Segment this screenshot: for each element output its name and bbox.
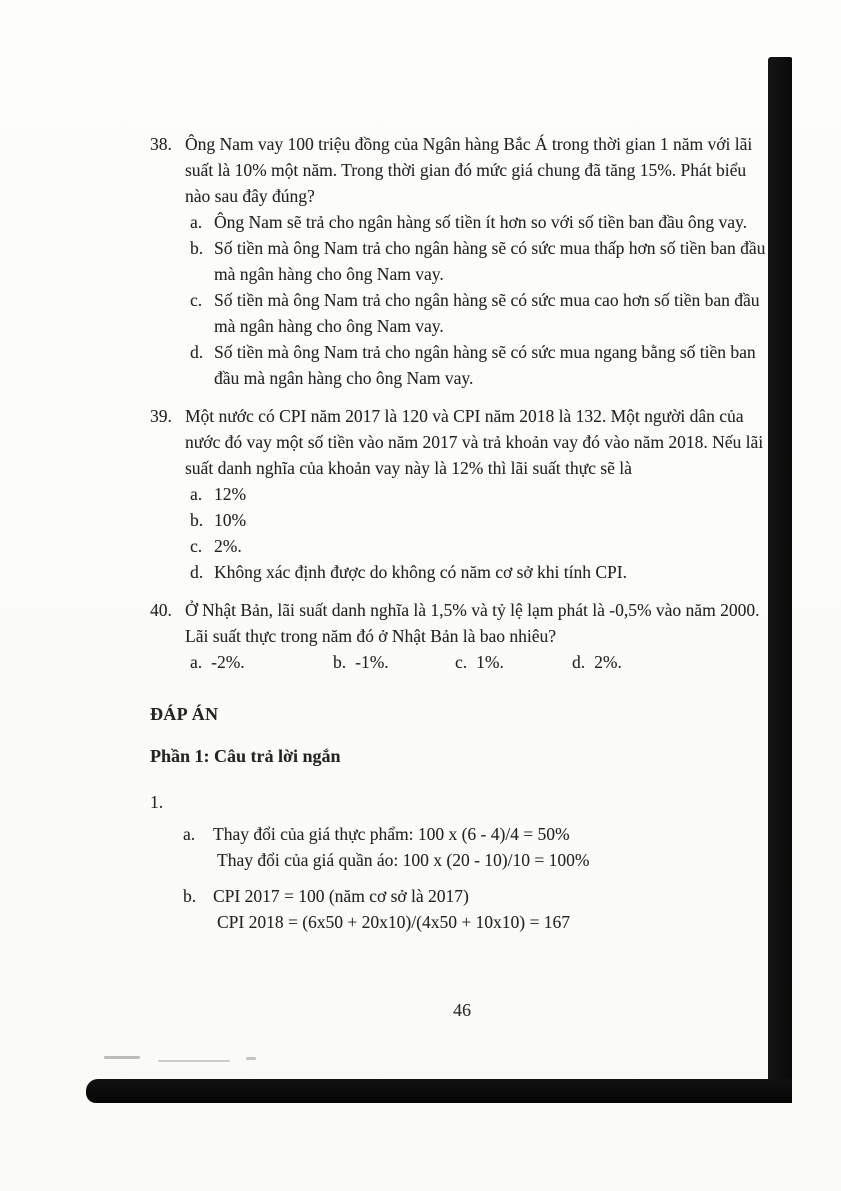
- question-38: [150, 131, 774, 391]
- option-label: a.: [190, 484, 203, 504]
- answer-line: Thay đổi của giá quần áo: 100 x (20 - 10)/10 = 100%: [217, 850, 590, 870]
- scan-smudge: [246, 1057, 256, 1060]
- question-40: [150, 597, 774, 675]
- answer-option: [190, 481, 774, 507]
- question-body: [185, 597, 774, 675]
- question-39: [150, 403, 774, 585]
- option-label: c.: [190, 290, 203, 310]
- part-1-heading: Phần 1: Câu trả lời ngắn: [150, 746, 341, 766]
- answer-option: [455, 649, 572, 675]
- answer-key-heading: ĐÁP ÁN: [150, 704, 219, 724]
- option-text: -1%.: [355, 652, 389, 672]
- option-text: 2%.: [594, 652, 622, 672]
- answer-option: [333, 649, 455, 675]
- answer-item-number: 1.: [150, 792, 164, 812]
- question-stem: Ở Nhật Bản, lãi suất danh nghĩa là 1,5% và tỷ lệ lạm phát là -0,5% vào năm 2000. Lãi suất thực trong năm đó ở Nhật Bản là bao nhiêu?: [185, 600, 760, 646]
- option-label: d.: [190, 342, 204, 362]
- answer-option: [190, 649, 333, 675]
- answer-option: [190, 287, 774, 339]
- option-label: d.: [190, 562, 204, 582]
- option-text: Ông Nam sẽ trả cho ngân hàng số tiền ít hơn so với số tiền ban đầu ông vay.: [214, 212, 748, 232]
- page-number: 46: [453, 1000, 471, 1020]
- page-content: [150, 131, 774, 935]
- answer-line: Thay đổi của giá thực phẩm: 100 x (6 - 4)/4 = 50%: [213, 824, 570, 844]
- question-body: [185, 403, 774, 585]
- answer-option: [190, 559, 774, 585]
- scan-edge-right: [768, 57, 792, 1103]
- answer-option: [572, 649, 622, 675]
- option-text: 10%: [214, 510, 247, 530]
- option-label: c.: [455, 652, 468, 672]
- answer-item-b: [183, 883, 774, 935]
- option-text: 2%.: [214, 536, 242, 556]
- option-text: 1%.: [476, 652, 504, 672]
- option-label: c.: [190, 536, 203, 556]
- answer-option: [190, 533, 774, 559]
- option-label: b.: [190, 238, 204, 258]
- answer-lines: [213, 883, 774, 935]
- option-label: b.: [190, 510, 204, 530]
- option-label: d.: [572, 652, 586, 672]
- option-label: b.: [333, 652, 347, 672]
- answer-line: CPI 2017 = 100 (năm cơ sở là 2017): [213, 886, 469, 906]
- answer-label: a.: [183, 824, 196, 844]
- option-text: Số tiền mà ông Nam trả cho ngân hàng sẽ có sức mua thấp hơn số tiền ban đầu mà ngân hàng cho ông Nam vay.: [214, 238, 766, 284]
- question-stem: Ông Nam vay 100 triệu đồng của Ngân hàng Bắc Á trong thời gian 1 năm với lãi suất là 10% một năm. Trong thời gian đó mức giá chung đã tăng 15%. Phát biểu nào sau đây đúng?: [185, 134, 753, 206]
- answer-item-a: [183, 821, 774, 873]
- option-text: 12%: [214, 484, 247, 504]
- inline-options-row: [190, 649, 774, 675]
- answer-option: [190, 507, 774, 533]
- question-number: 40.: [150, 600, 172, 620]
- question-number: 39.: [150, 406, 172, 426]
- option-text: Số tiền mà ông Nam trả cho ngân hàng sẽ có sức mua ngang bằng số tiền ban đầu mà ngân hàng cho ông Nam vay.: [214, 342, 756, 388]
- answer-line: CPI 2018 = (6x50 + 20x10)/(4x50 + 10x10) = 167: [217, 912, 571, 932]
- question-stem: Một nước có CPI năm 2017 là 120 và CPI năm 2018 là 132. Một người dân của nước đó vay một số tiền vào năm 2017 và trả khoản vay đó vào năm 2018. Nếu lãi suất danh nghĩa của khoản vay này là 12% thì lãi suất thực sẽ là: [185, 406, 764, 478]
- scan-smudge: [104, 1056, 140, 1059]
- option-text: -2%.: [211, 652, 245, 672]
- scan-edge-bottom: [86, 1079, 792, 1103]
- answer-label: b.: [183, 886, 197, 906]
- answer-option: [190, 209, 774, 235]
- answer-option: [190, 235, 774, 287]
- option-label: a.: [190, 652, 203, 672]
- option-text: Không xác định được do không có năm cơ sở khi tính CPI.: [214, 562, 627, 582]
- answer-lines: [213, 821, 774, 873]
- answer-option: [190, 339, 774, 391]
- option-text: Số tiền mà ông Nam trả cho ngân hàng sẽ có sức mua cao hơn số tiền ban đầu mà ngân hàng cho ông Nam vay.: [214, 290, 760, 336]
- question-body: [185, 131, 774, 391]
- option-label: a.: [190, 212, 203, 232]
- scan-smudge: [158, 1060, 230, 1062]
- question-number: 38.: [150, 134, 172, 154]
